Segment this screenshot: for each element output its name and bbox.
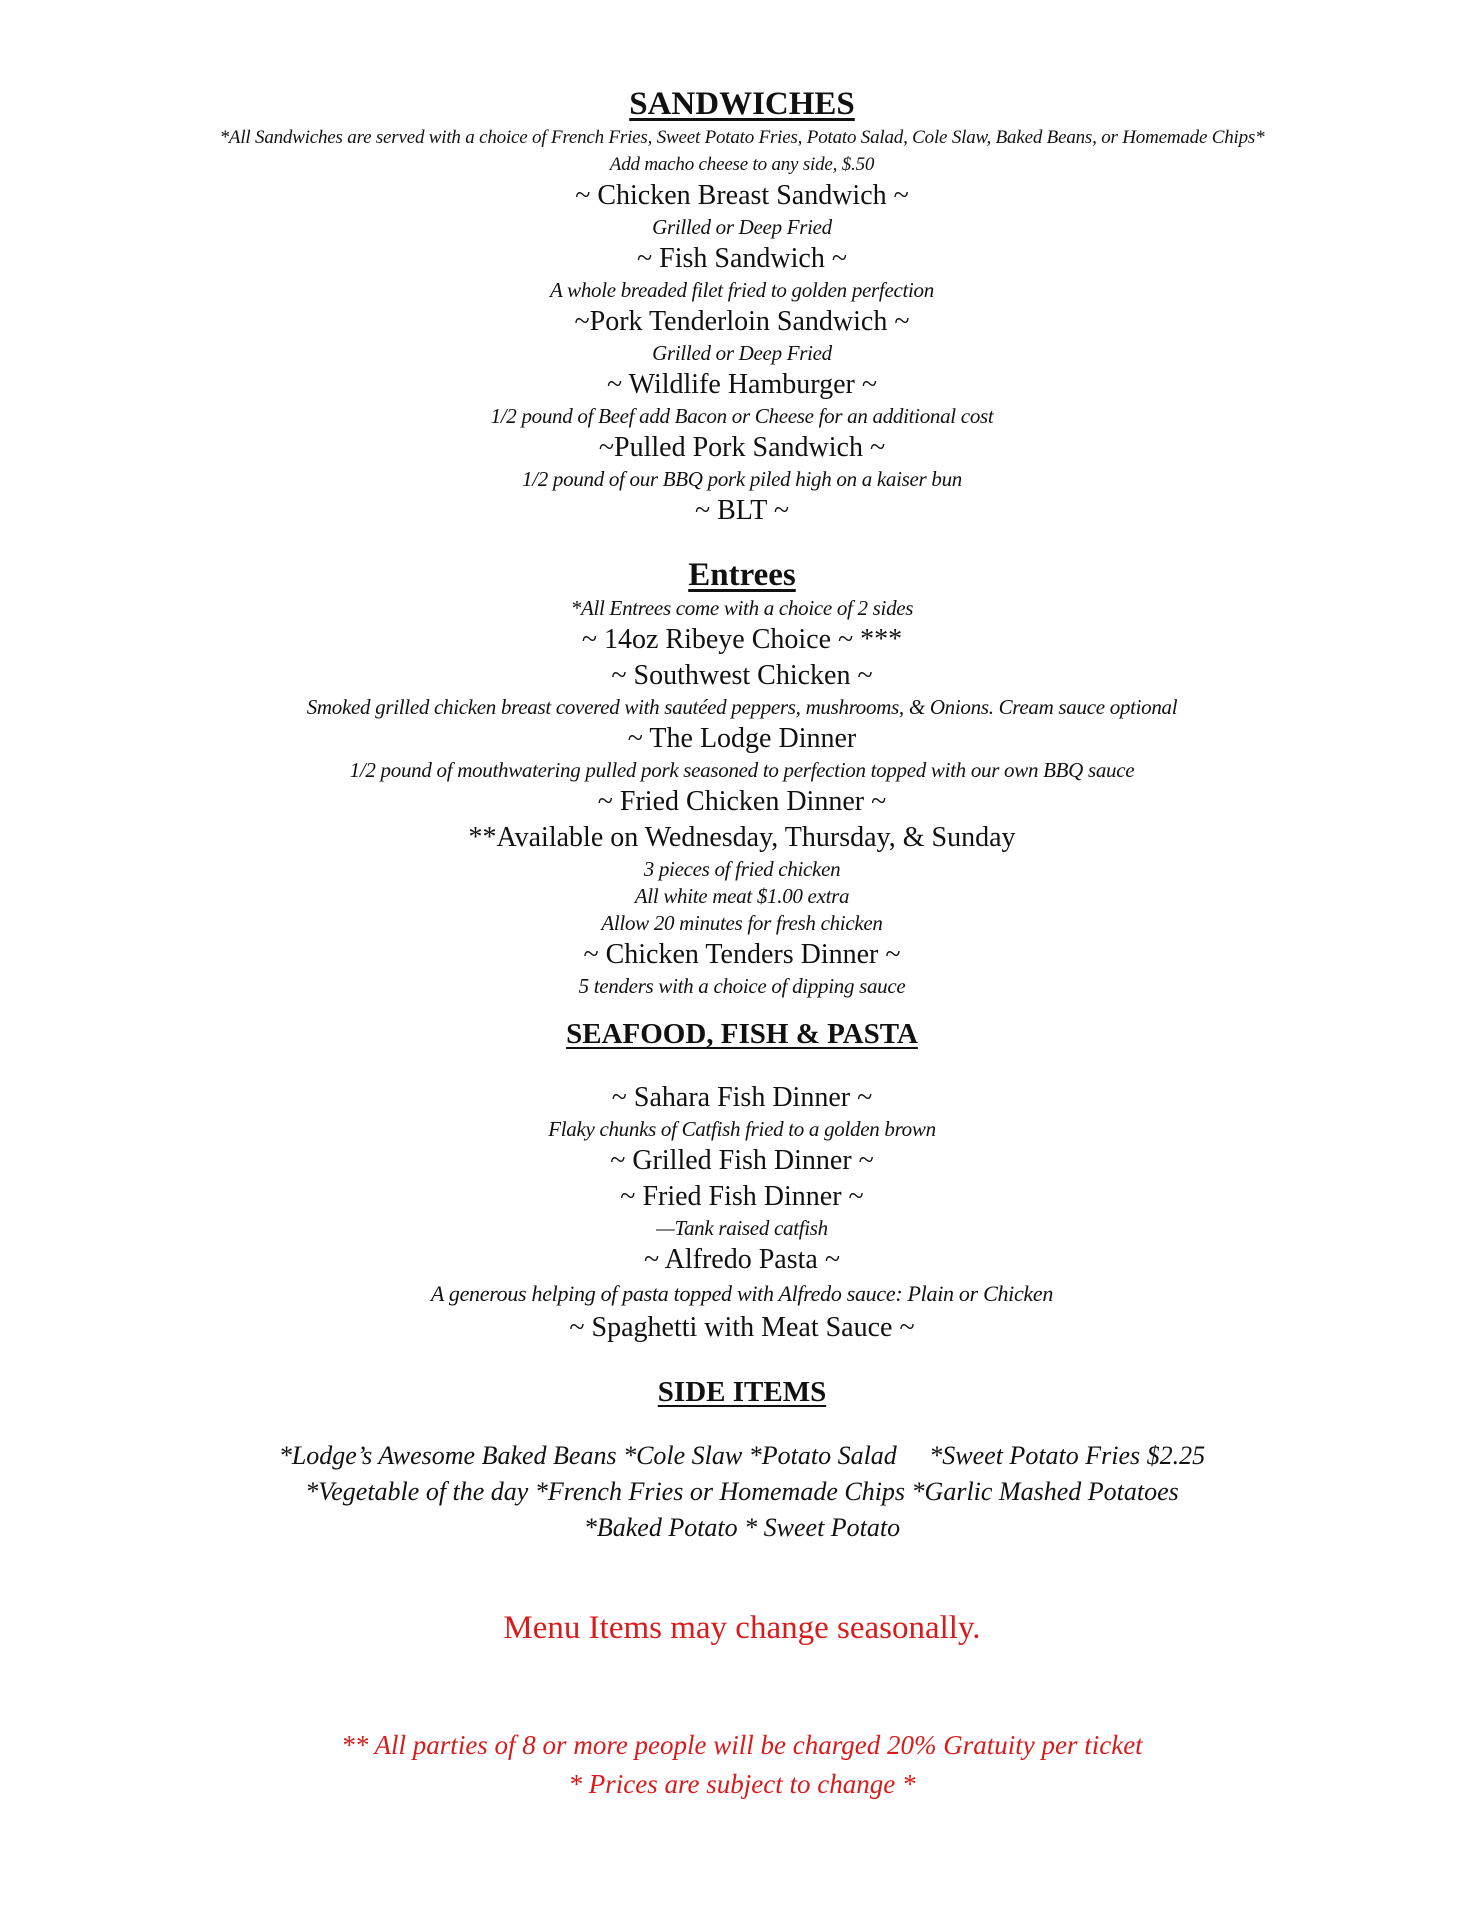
prices-notice: * Prices are subject to change *: [568, 1769, 916, 1799]
menu-item-name: ~ Southwest Chicken ~: [611, 660, 873, 691]
menu-item-description: 1/2 pound of mouthwatering pulled pork seasoned to perfection topped with our own BBQ sauce: [349, 758, 1135, 782]
menu-item-description: —Tank raised catfish: [656, 1216, 828, 1240]
menu-item-description: Allow 20 minutes for fresh chicken: [601, 911, 883, 935]
menu-item-name: ~ Chicken Tenders Dinner ~: [583, 939, 901, 970]
menu-item-description: 1/2 pound of Beef add Bacon or Cheese for an additional cost: [490, 404, 994, 428]
entrees-section: [0, 555, 1484, 1000]
sides-section: [0, 1372, 1484, 1546]
menu-item-name: ~ Grilled Fish Dinner ~: [610, 1145, 874, 1176]
seasonal-notice: Menu Items may change seasonally.: [503, 1610, 981, 1646]
menu-item-name: ~Pulled Pork Sandwich ~: [598, 432, 886, 463]
seafood-section: [0, 1014, 1484, 1346]
sandwiches-sides-note: *All Sandwiches are served with a choice of French Fries, Sweet Potato Fries, Potato Salad, Cole Slaw, Baked Beans, or Homemade Chips*: [219, 127, 1265, 148]
sides-line: *Lodge’s Awesome Baked Beans *Cole Slaw *Potato Salad *Sweet Potato Fries $2.25: [278, 1441, 1206, 1470]
sides-line: *Vegetable of the day *French Fries or Homemade Chips *Garlic Mashed Potatoes: [305, 1477, 1179, 1506]
sides-line: *Baked Potato * Sweet Potato: [583, 1513, 901, 1542]
section-title-seafood: SEAFOOD, FISH & PASTA: [566, 1018, 918, 1050]
menu-item-description: Grilled or Deep Fried: [652, 341, 832, 365]
sandwiches-cheese-note: Add macho cheese to any side, $.50: [609, 154, 875, 175]
menu-item-description: 3 pieces of fried chicken: [643, 857, 841, 881]
menu-item-name: ~ Alfredo Pasta ~: [644, 1244, 840, 1275]
menu-item-description: 1/2 pound of our BBQ pork piled high on a kaiser bun: [522, 467, 962, 491]
entrees-sides-note: *All Entrees come with a choice of 2 sides: [570, 596, 914, 620]
menu-item-name: ~ 14oz Ribeye Choice ~ ***: [581, 624, 903, 655]
menu-item-description: 5 tenders with a choice of dipping sauce: [578, 974, 906, 998]
menu-item-name: ~ Spaghetti with Meat Sauce ~: [569, 1312, 915, 1343]
menu-item-description: All white meat $1.00 extra: [634, 884, 850, 908]
menu-item-description: Smoked grilled chicken breast covered with sautéed peppers, mushrooms, & Onions. Cream sauce optional: [306, 695, 1178, 719]
section-title-sandwiches: SANDWICHES: [629, 86, 855, 122]
menu-item-name: ~ The Lodge Dinner: [627, 723, 857, 754]
menu-item-name: ~ Fish Sandwich ~: [637, 243, 847, 274]
gratuity-notice: ** All parties of 8 or more people will be charged 20% Gratuity per ticket: [341, 1730, 1143, 1760]
sandwiches-section: [0, 84, 1484, 529]
menu-item-name: ~ Chicken Breast Sandwich ~: [575, 180, 909, 211]
menu-item-description: Grilled or Deep Fried: [652, 215, 832, 239]
menu-item-name: ~ Fried Chicken Dinner ~: [597, 786, 887, 817]
menu-item-name: ~ Wildlife Hamburger ~: [607, 369, 877, 400]
menu-item-name: ~ Fried Fish Dinner ~: [620, 1181, 864, 1212]
menu-item-description: A generous helping of pasta topped with Alfredo sauce: Plain or Chicken: [430, 1281, 1054, 1306]
menu-item-description: A whole breaded filet fried to golden perfection: [550, 278, 934, 302]
menu-item-description: Flaky chunks of Catfish fried to a golden brown: [548, 1117, 936, 1141]
menu-item-name: ~ Sahara Fish Dinner ~: [611, 1082, 873, 1113]
menu-item-name: ~ BLT ~: [694, 495, 790, 526]
menu-item-availability: **Available on Wednesday, Thursday, & Sunday: [468, 822, 1016, 853]
section-title-entrees: Entrees: [688, 557, 796, 593]
menu-item-name: ~Pork Tenderloin Sandwich ~: [574, 306, 910, 337]
section-title-sides: SIDE ITEMS: [657, 1376, 827, 1408]
